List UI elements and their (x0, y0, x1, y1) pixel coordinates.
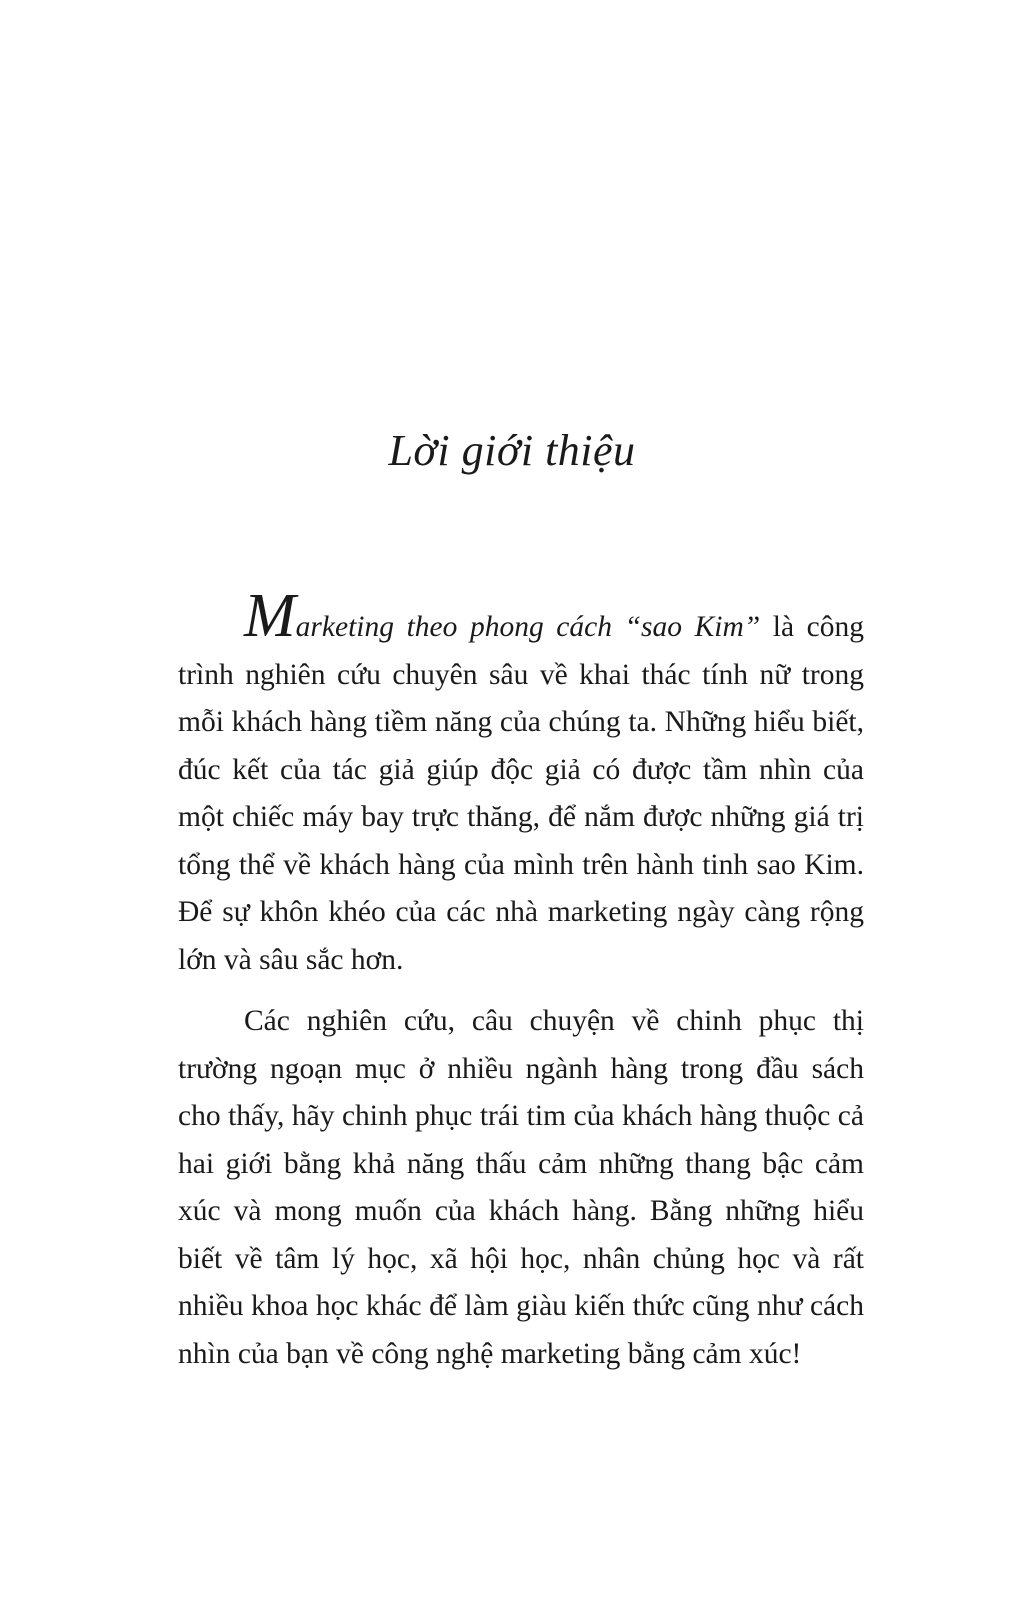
italic-lead-text: arketing theo phong cách “sao Kim” (295, 611, 761, 643)
page-title: Lời giới thiệu (388, 426, 636, 475)
paragraph-2: Các nghiên cứu, câu chuyện về chinh phục thị trường ngoạn mục ở nhiều ngành hàng trong đầu sách cho thấy, hãy chinh phục trái tim của khách hàng thuộc cả hai giới bằng khả năng thấu cảm những thang bậc cảm xúc và mong muốn của khách hàng. Bằng những hiểu biết về tâm lý học, xã hội học, nhân chủng học và rất nhiều khoa học khác để làm giàu kiến thức cũng như cách nhìn của bạn về công nghệ marketing bằng cảm xúc! (178, 1005, 864, 1370)
drop-cap: M (244, 582, 296, 650)
paragraph-1 (178, 582, 864, 984)
paragraph-1-text: là công trình nghiên cứu chuyên sâu về khai thác tính nữ trong mỗi khách hàng tiềm năng của chúng ta. Những hiểu biết, đúc kết của tác giả giúp độc giả có được tầm nhìn của một chiếc máy bay trực thăng, để nắm được những giá trị tổng thể về khách hàng của mình trên hành tinh sao Kim. Để sự khôn khéo của các nhà marketing ngày càng rộng lớn và sâu sắc hơn. (178, 611, 864, 976)
body-text (178, 582, 864, 1378)
